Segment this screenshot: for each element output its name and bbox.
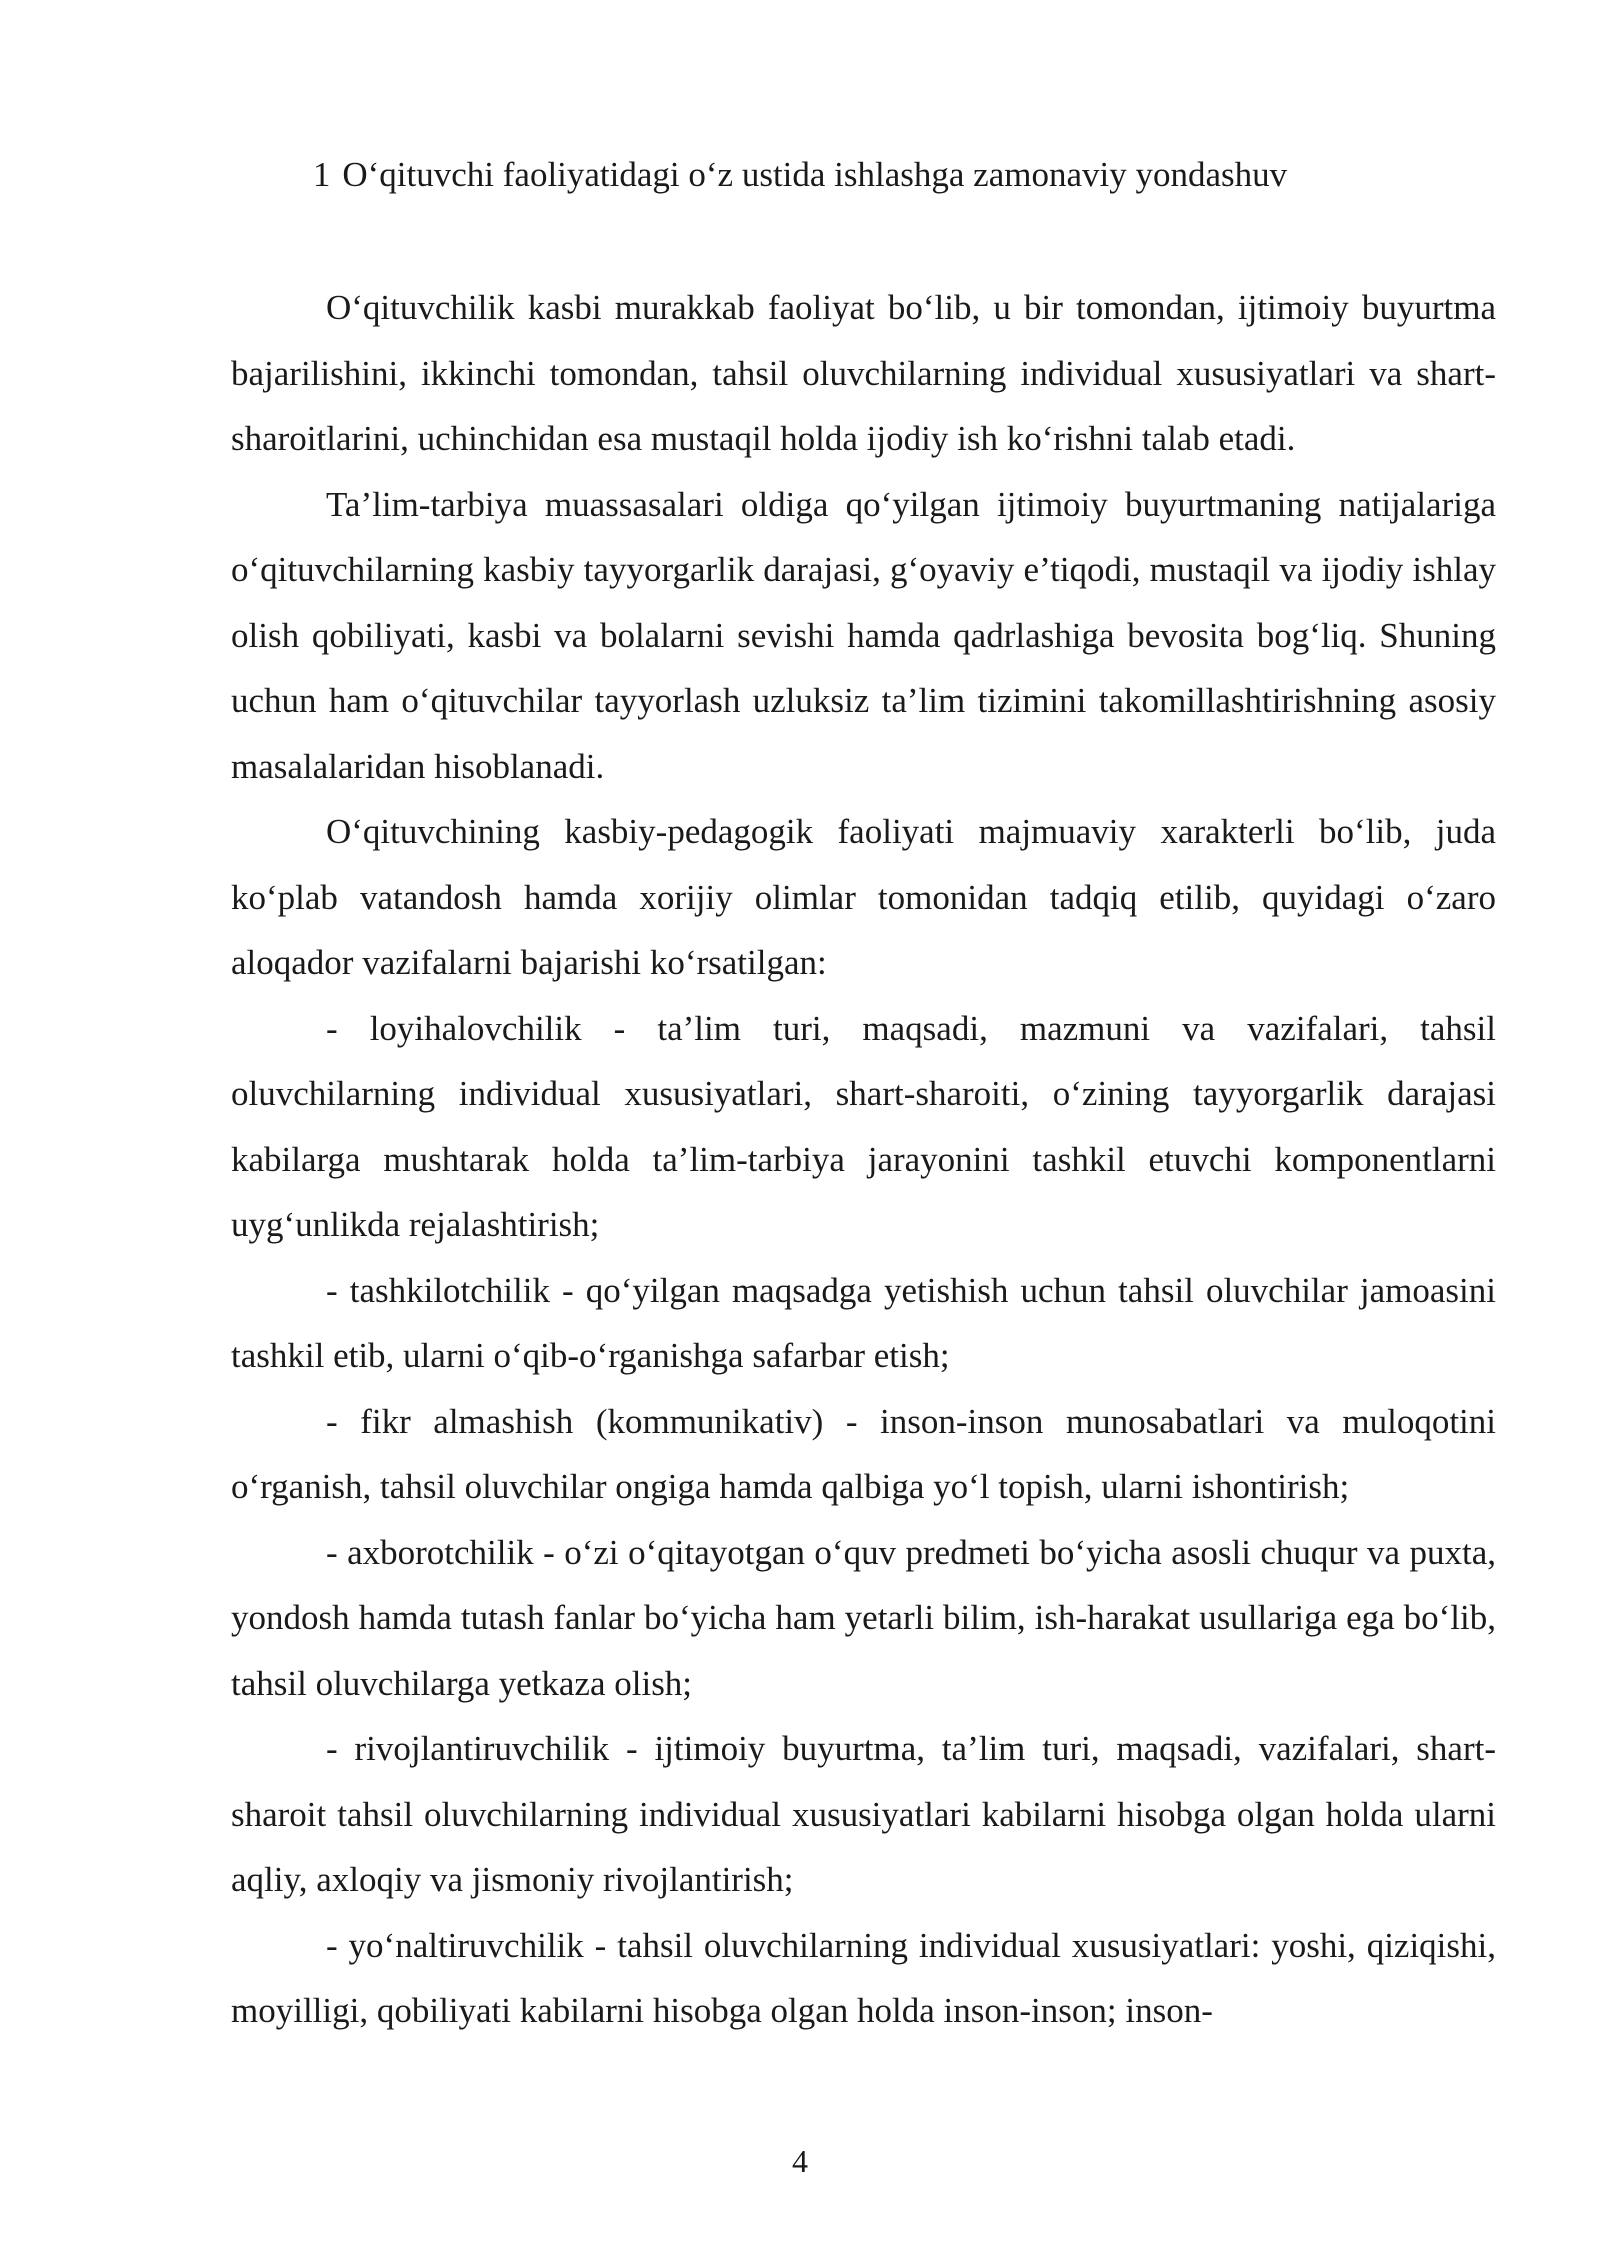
list-item-paragraph: - loyihalovchilik - ta’lim turi, maqsadi, mazmuni va vazifalari, tahsil oluvchilarning individual xususiyatlari, shart-sharoiti, o‘zining tayyorgarlik darajasi kabilarga mushtarak holda ta’lim-tarbiya jarayonini tashkil etuvchi komponentlarni uyg‘unlikda rejalashtirish; bbox=[231, 1008, 1496, 1244]
list-item-paragraph: - fikr almashish (kommunikativ) - inson-inson munosabatlari va muloqotini o‘rganish, tahsil oluvchilar ongiga hamda qalbiga yo‘l topish, ularni ishontirish; bbox=[231, 1401, 1496, 1506]
list-item-paragraph: - yo‘naltiruvchilik - tahsil oluvchilarning individual xususiyatlari: yoshi, qiziqishi, moyilligi, qobiliyati kabilarni hisobga olgan holda inson-inson; inson- bbox=[231, 1925, 1496, 2030]
section-heading bbox=[0, 150, 1600, 200]
body-text bbox=[231, 275, 1496, 2044]
list-item-paragraph: - tashkilotchilik - qo‘yilgan maqsadga yetishish uchun tahsil oluvchilar jamoasini tashkil etib, ularni o‘qib-o‘rganishga safarbar etish; bbox=[231, 1270, 1496, 1375]
paragraph: O‘qituvchining kasbiy-pedagogik faoliyati majmuaviy xarakterli bo‘lib, juda ko‘plab vatandosh hamda xorijiy olimlar tomonidan tadqiq etilib, quyidagi o‘zaro aloqador vazifalarni bajarishi ko‘rsatilgan: bbox=[231, 812, 1496, 982]
list-item-paragraph: - axborotchilik - o‘zi o‘qitayotgan o‘quv predmeti bo‘yicha asosli chuqur va puxta, yondosh hamda tutash fanlar bo‘yicha ham yetarli bilim, ish-harakat usullariga ega bo‘lib, tahsil oluvchilarga yetkaza olish; bbox=[231, 1532, 1496, 1703]
section-title: O‘qituvchi faoliyatidagi o‘z ustida ishlashga zamonaviy yondashuv bbox=[342, 155, 1288, 194]
paragraph: Ta’lim-tarbiya muassasalari oldiga qo‘yilgan ijtimoiy buyurtmaning natijalariga o‘qituvchilarning kasbiy tayyorgarlik darajasi, g‘oyaviy e’tiqodi, mustaqil va ijodiy ishlay olish qobiliyati, kasbi va bolalarni sevishi hamda qadrlashiga bevosita bog‘liq. Shuning uchun ham o‘qituvchilar tayyorlash uzluksiz ta’lim tizimini takomillashtirishning asosiy masalalaridan hisoblanadi. bbox=[231, 484, 1496, 786]
page-number: 4 bbox=[792, 2143, 808, 2179]
section-number: 1 bbox=[312, 155, 331, 194]
list-item-paragraph: - rivojlantiruvchilik - ijtimoiy buyurtma, ta’lim turi, maqsadi, vazifalari, shart-sharoit tahsil oluvchilarning individual xususiyatlari kabilarni hisobga olgan holda ularni aqliy, axloqiy va jismoniy rivojlantirish; bbox=[231, 1729, 1496, 1899]
paragraph: O‘qituvchilik kasbi murakkab faoliyat bo‘lib, u bir tomondan, ijtimoiy buyurtma bajarilishini, ikkinchi tomondan, tahsil oluvchilarning individual xususiyatlari va shart-sharoitlarini, uchinchidan esa mustaqil holda ijodiy ish ko‘rishni talab etadi. bbox=[231, 288, 1496, 458]
